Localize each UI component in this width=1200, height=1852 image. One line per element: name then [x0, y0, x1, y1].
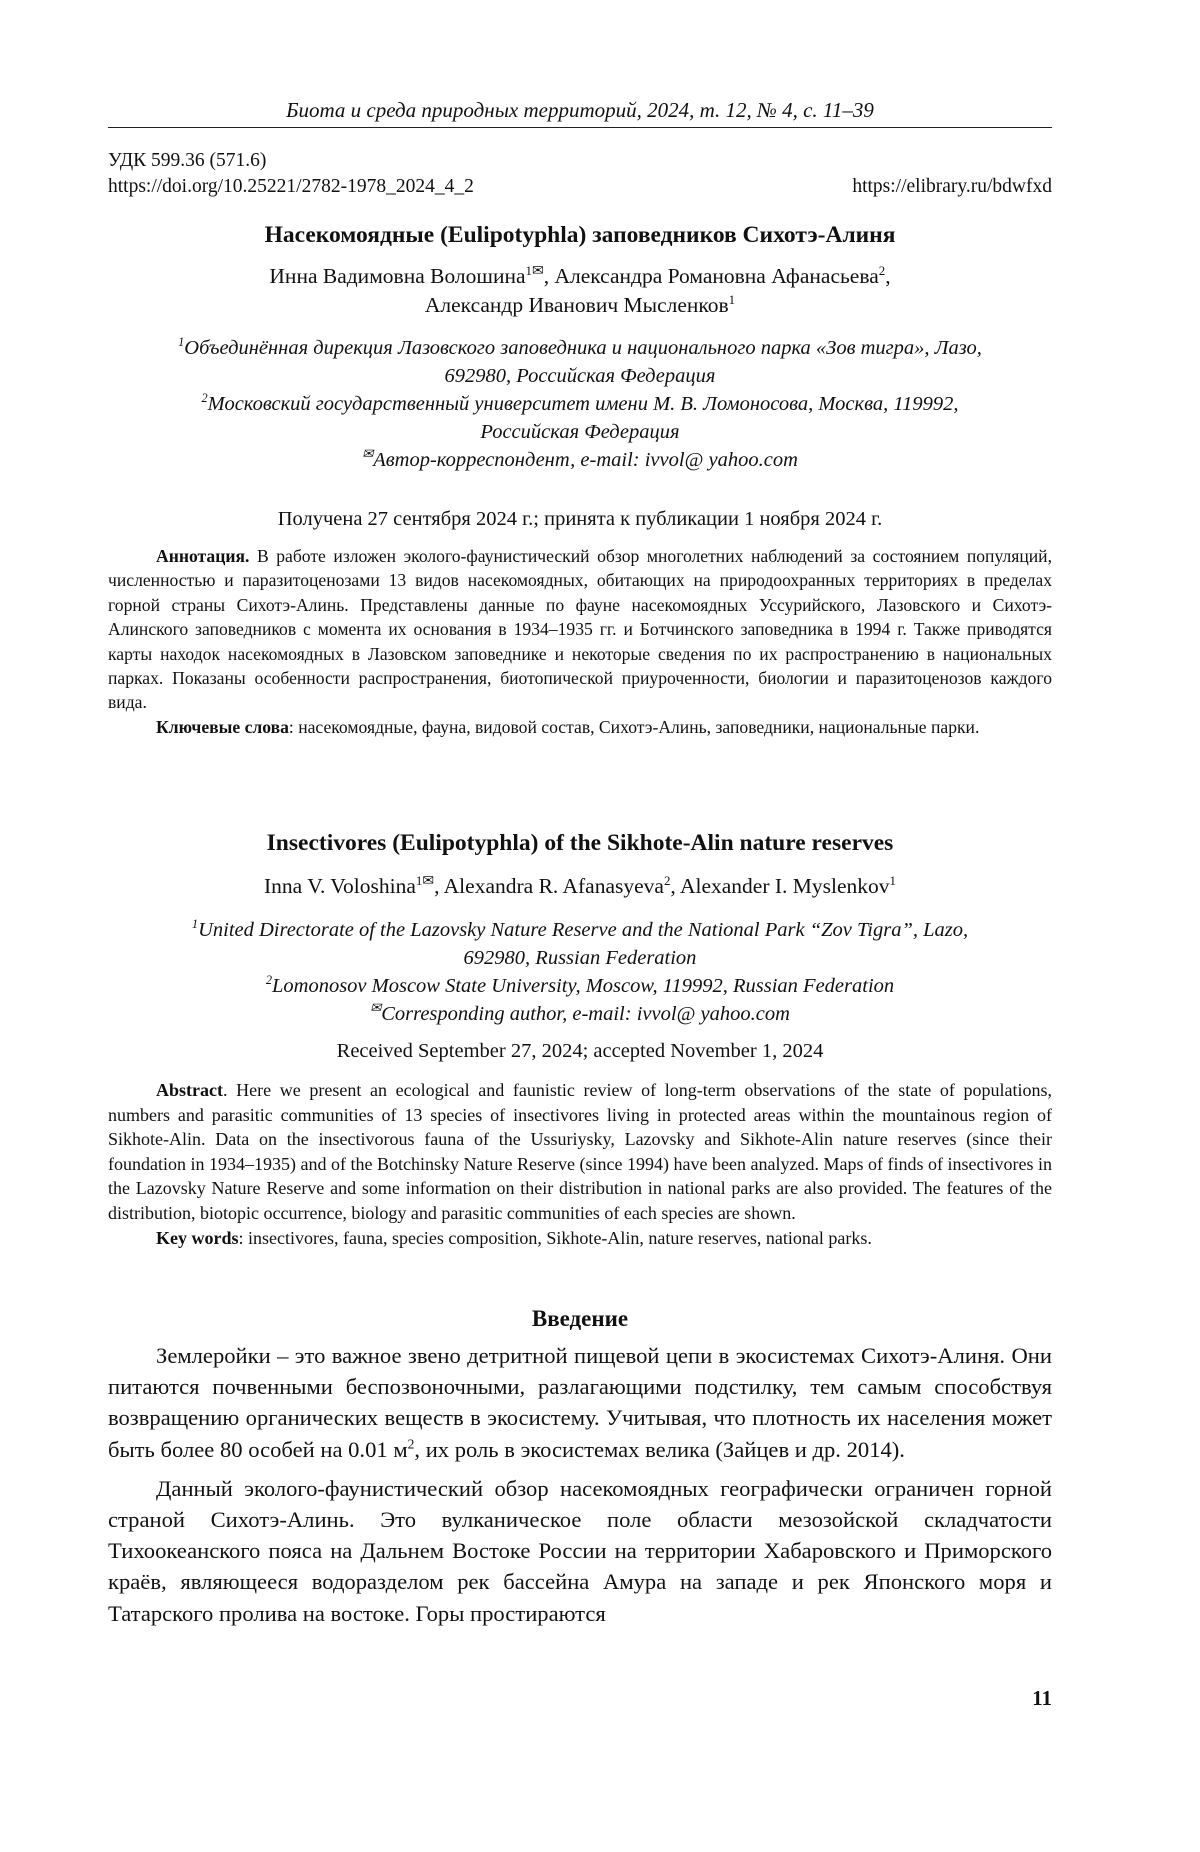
- affiliation-1: United Directorate of the Lazovsky Nature Reserve and the National Park “Zov Tigra”, Lazo,: [198, 919, 969, 941]
- affil-marker: 1: [191, 917, 199, 932]
- affiliation-1: Объединённая дирекция Лазовского заповедника и национального парка «Зов тигра», Лазо,: [184, 337, 982, 359]
- abstract-label: Аннотация.: [156, 546, 250, 566]
- received-date-ru: Получена 27 сентября 2024 г.; принята к публикации 1 ноября 2024 г.: [277, 508, 883, 530]
- article-title-ru: Насекомоядные (Eulipotyphla) заповедников Сихотэ-Алиня: [264, 222, 896, 248]
- affil-marker: 1: [525, 263, 532, 278]
- authors-ru: [108, 262, 1052, 320]
- header-rule: [108, 127, 1052, 128]
- author-name: Инна Вадимовна Волошина: [269, 264, 526, 288]
- author-name: Inna V. Voloshina: [264, 874, 416, 898]
- intro-text: [108, 1340, 1052, 1637]
- doi-line: [108, 176, 1052, 198]
- affil-marker: 2: [201, 391, 208, 406]
- keywords-label: Ключевые слова: [156, 716, 289, 737]
- doi-link[interactable]: https://doi.org/10.25221/2782-1978_2024_4_2: [108, 176, 474, 197]
- affil-marker: 1: [889, 873, 896, 888]
- elibrary-link[interactable]: https://elibrary.ru/bdwfxd: [852, 176, 1052, 197]
- affiliations-en: [108, 916, 1052, 1028]
- affil-marker: 2: [878, 263, 886, 278]
- article-title-en: Insectivores (Eulipotyphla) of the Sikhote-Alin nature reserves: [266, 830, 894, 856]
- section-heading-intro: Введение: [531, 1306, 629, 1331]
- affiliation-1-cont: 692980, Российская Федерация: [444, 365, 716, 387]
- abstract-paragraph: [108, 544, 1052, 715]
- running-header: Биота и среда природных территорий, 2024, т. 12, № 4, с. 11–39: [286, 98, 874, 122]
- received-date-en: Received September 27, 2024; accepted November 1, 2024: [336, 1040, 824, 1062]
- corresponding-author: Автор-корреспондент, e-mail: ivvol@ yahoo.com: [373, 449, 798, 471]
- abstract-en: [108, 1078, 1052, 1250]
- abstract-ru: [108, 544, 1052, 739]
- affiliation-1-cont: 692980, Russian Federation: [463, 947, 697, 969]
- affil-marker: 1: [728, 292, 736, 307]
- affil-marker: 2: [265, 973, 272, 988]
- affil-marker: 1: [178, 335, 185, 350]
- superscript: 2: [407, 1436, 415, 1452]
- affiliation-2-cont: Российская Федерация: [480, 421, 680, 443]
- udk-line: [108, 150, 1052, 172]
- authors-en: [108, 872, 1052, 901]
- paragraph-text: Землеройки – это важное звено детритной пищевой цепи в экосистемах Сихотэ-Алиня. Они питаются почвенными беспозвоночными, разлагающими подстилку, тем самым способствуя возвращению органических веществ в экосистему. Учитывая, что плотность их населения может быть более 80 особей на 0.01 м: [108, 1343, 1052, 1462]
- mail-icon: ✉: [531, 263, 544, 279]
- affil-marker: 1: [415, 873, 423, 888]
- keywords-text: : insectivores, fauna, species composition, Sikhote-Alin, nature reserves, national parks.: [238, 1227, 872, 1248]
- abstract-text: В работе изложен эколого-фаунистический обзор многолетних наблюдений за состоянием популяций, численностью и паразитоценозами 13 видов насекомоядных, обитающих на природоохранных территориях в пределах горной страны Сихотэ-Алинь. Представлены данные по фауне насекомоядных Уссурийского, Лазовского и Сихотэ-Алинского заповедников с момента их основания в 1934–1935 гг. и Ботчинского заповедника в 1994 г. Также приводятся карты находок насекомоядных в Лазовском заповеднике и некоторые сведения по их распространению в национальных парках. Показаны особенности распространения, биотопической приуроченности, биологии и паразитоценозов каждого вида.: [108, 546, 1052, 713]
- affiliation-2: Lomonosov Moscow State University, Moscow, 119992, Russian Federation: [271, 975, 895, 997]
- intro-paragraph-1: [108, 1340, 1052, 1465]
- separator: ,: [885, 264, 891, 288]
- mail-icon: ✉: [362, 446, 374, 462]
- author-name: , Александра Романовна Афанасьева: [543, 264, 879, 288]
- abstract-paragraph: [108, 1078, 1052, 1226]
- affiliations-ru: [108, 334, 1052, 474]
- author-name: , Alexander I. Myslenkov: [670, 874, 890, 898]
- corresponding-author: Corresponding author, e-mail: ivvol@ yahoo.com: [381, 1003, 790, 1025]
- keywords-label: Key words: [156, 1227, 239, 1248]
- udk-code: УДК 599.36 (571.6): [108, 150, 267, 171]
- author-name: , Alexandra R. Afanasyeva: [434, 874, 664, 898]
- paragraph-text: , их роль в экосистемах велика (Зайцев и др. 2014).: [414, 1436, 905, 1462]
- keywords-text: : насекомоядные, фауна, видовой состав, Сихотэ-Алинь, заповедники, национальные парки.: [288, 716, 980, 737]
- affil-marker: 2: [663, 873, 671, 888]
- abstract-label: Abstract: [156, 1080, 223, 1100]
- keywords-paragraph: [108, 715, 1052, 739]
- keywords-paragraph: [108, 1226, 1052, 1251]
- author-name: Александр Иванович Мысленков: [424, 293, 729, 317]
- mail-icon: ✉: [370, 1000, 382, 1016]
- mail-icon: ✉: [422, 873, 435, 889]
- intro-paragraph-2: Данный эколого-фаунистический обзор насекомоядных географически ограничен горной страной Сихотэ-Алинь. Это вулканическое поле области мезозойской складчатости Тихоокеанского пояса на Дальнем Востоке России на территории Хабаровского и Приморского краёв, являющееся водоразделом рек бассейна Амура на западе и рек Японского моря и Татарского пролива на востоке. Горы простираются: [108, 1475, 1052, 1626]
- page-number: 11: [1032, 1686, 1052, 1710]
- abstract-text: . Here we present an ecological and faunistic review of long-term observations of the state of populations, numbers and parasitic communities of 13 species of insectivores living in protected areas within the mountainous region of Sikhote-Alin. Data on the insectivorous fauna of the Ussuriysky, Lazovsky and Sikhote-Alin nature reserves (since their foundation in 1934–1935) and of the Botchinsky Nature Reserve (since 1994) have been analyzed. Maps of finds of insectivores in the Lazovsky Nature Reserve and some information on their distribution in national parks are also provided. The features of the distribution, biotopic occurrence, biology and parasitic communities of each species are shown.: [108, 1080, 1052, 1223]
- affiliation-2: Московский государственный университет имени М. В. Ломоносова, Москва, 119992,: [207, 393, 959, 415]
